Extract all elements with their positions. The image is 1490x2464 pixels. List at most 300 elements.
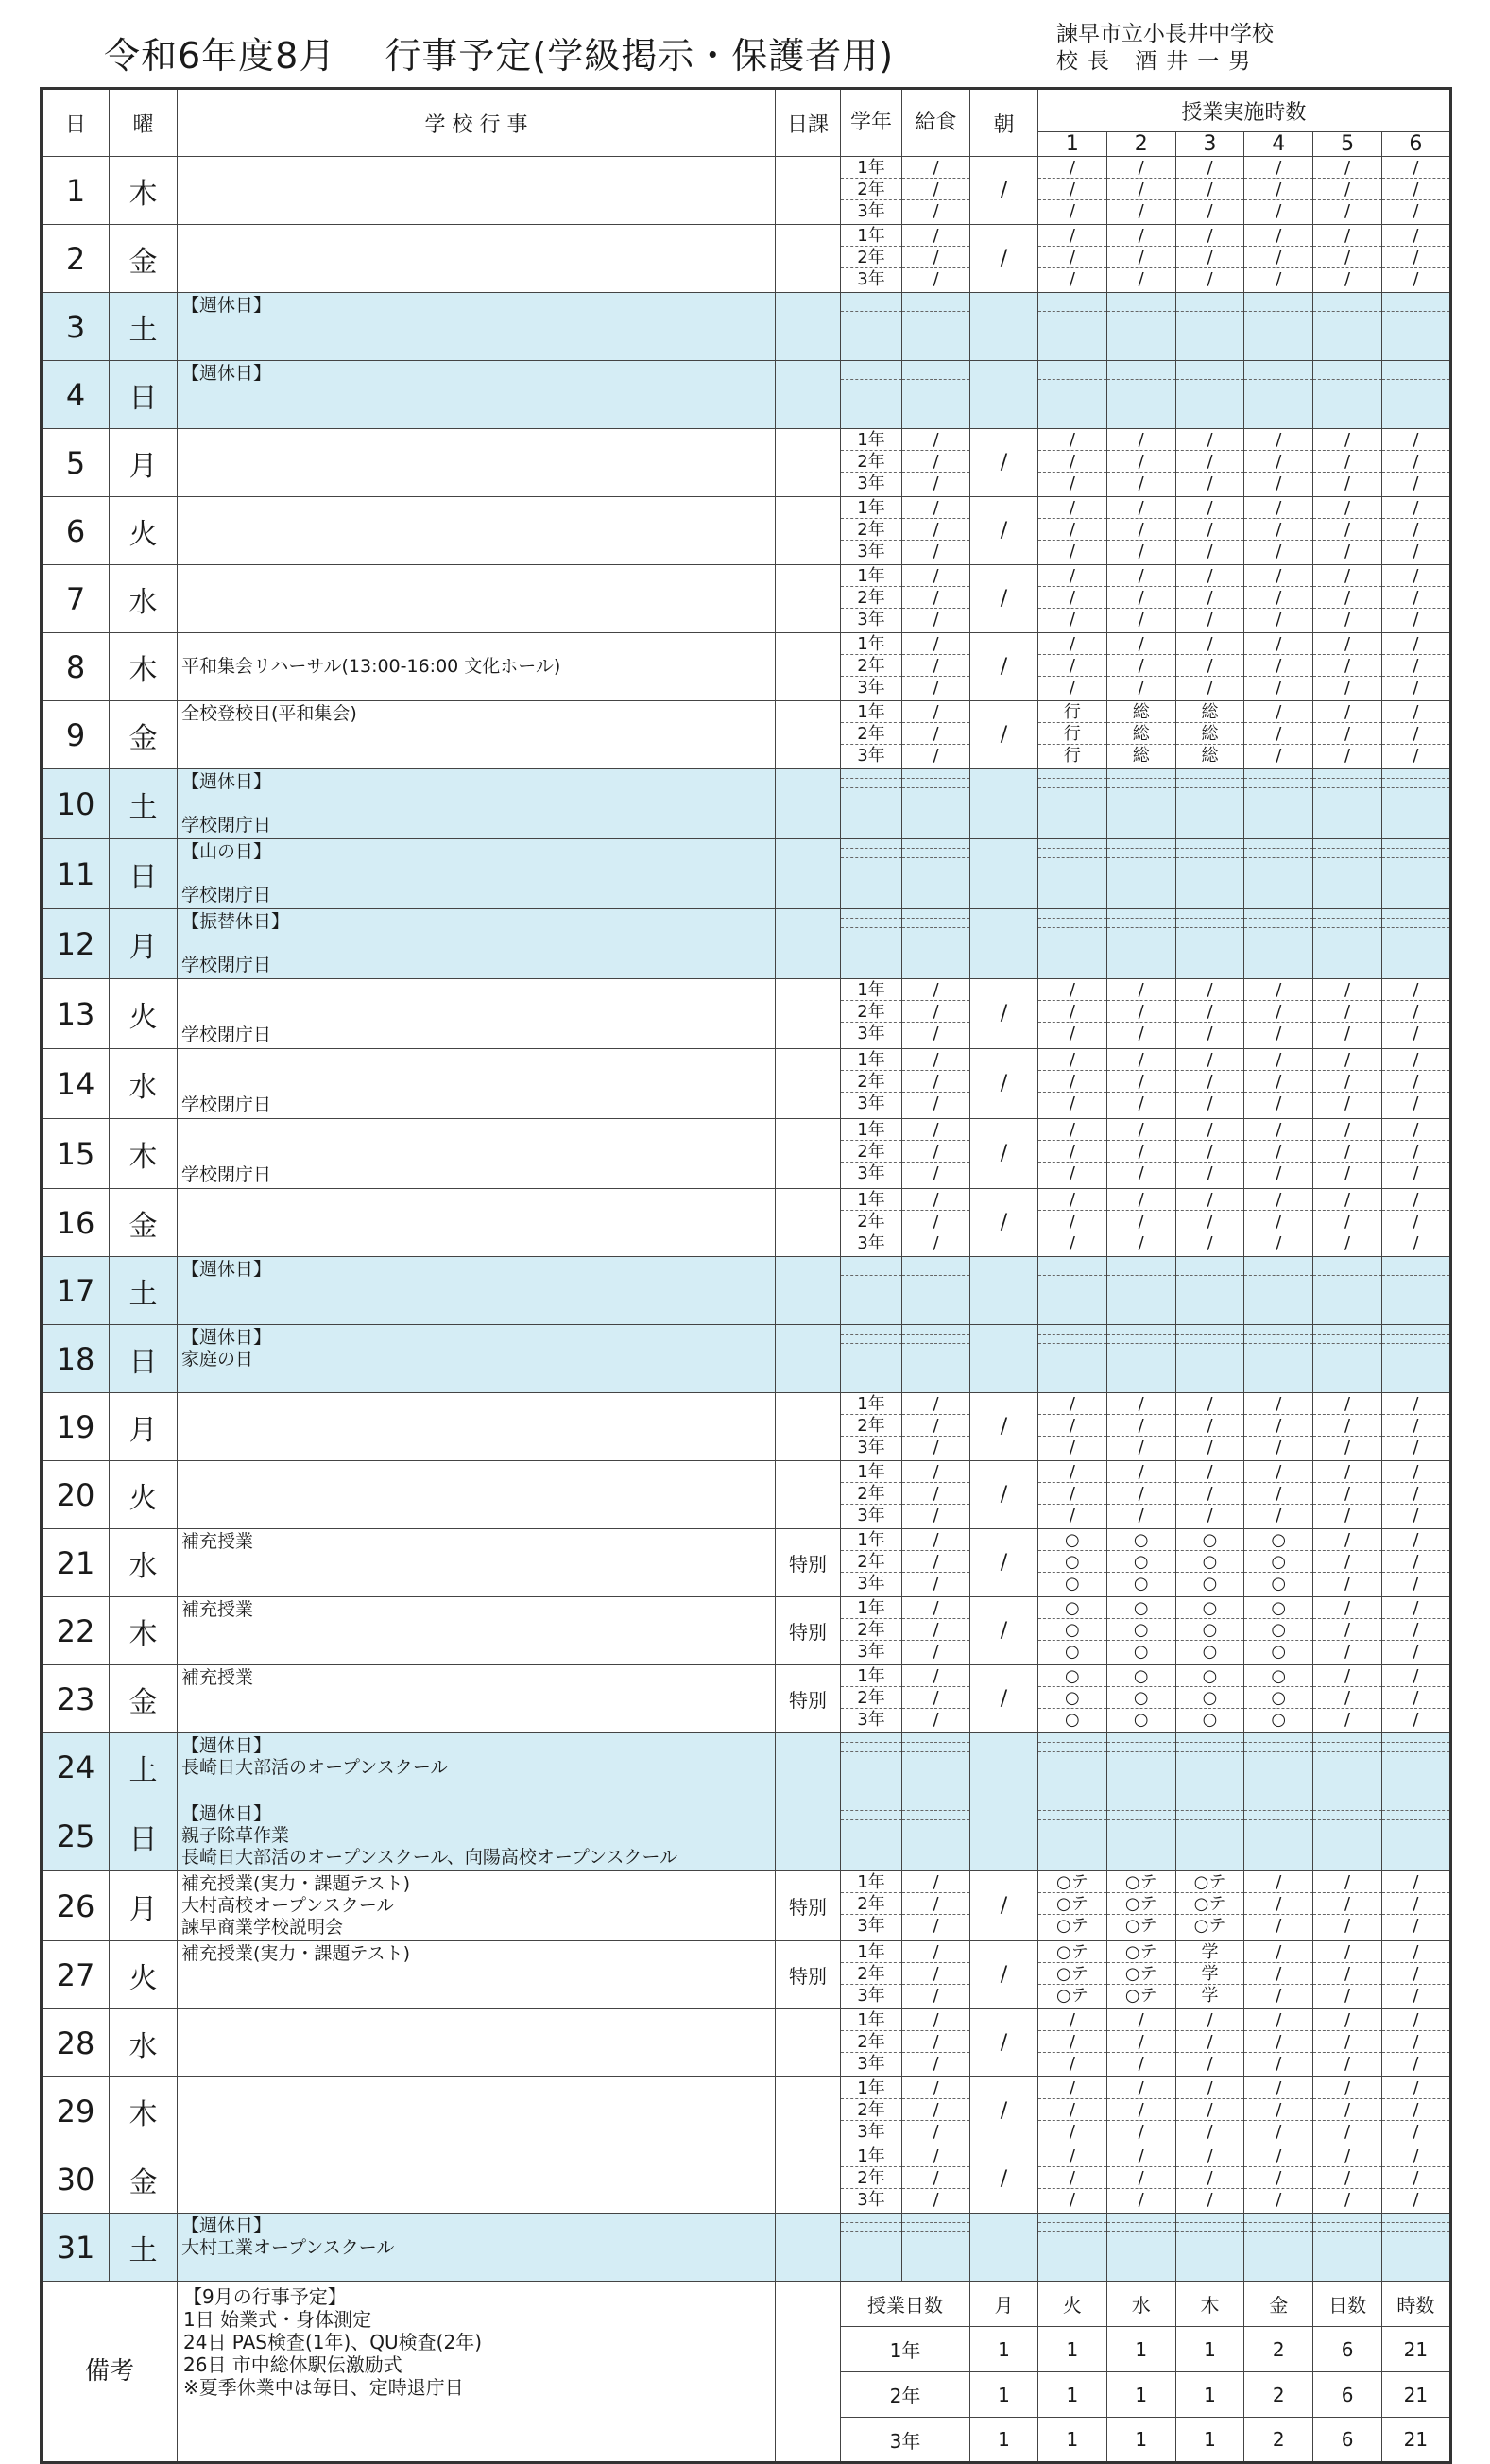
meal-mark: / [902,247,969,268]
period-mark: / [1107,1001,1175,1023]
period-mark: / [1038,587,1106,609]
day-number: 23 [42,1665,110,1733]
period-cell [1106,497,1175,565]
event-cell [178,1801,776,1871]
event-line: 【週休日】 [181,1259,272,1280]
period-cell [1038,909,1107,979]
period-cell [1313,1393,1382,1461]
weekday: 木 [110,1119,178,1189]
event-line: 家庭の日 [181,1349,254,1370]
meal-cell [902,157,970,225]
meal-cell [902,2009,970,2077]
period-mark [1244,1257,1312,1266]
period-cell [1175,1871,1244,1941]
period-mark: ○テ [1038,1963,1106,1985]
period-mark [1382,2232,1449,2242]
period-mark [1244,858,1312,868]
period-cell [1381,769,1450,839]
period-mark [1038,1276,1106,1285]
period-mark: / [1107,429,1175,451]
event-cell [178,2009,776,2077]
grade-label [841,1325,901,1335]
weekday: 火 [110,1941,178,2009]
period-mark: / [1313,1619,1381,1641]
meal-cell [902,769,970,839]
period-cell [1106,1461,1175,1529]
period-mark: 行 [1063,746,1081,766]
period-mark: / [1344,2054,1351,2074]
period-mark [1382,1335,1449,1344]
period-mark: / [1038,979,1106,1001]
period-mark: / [1382,225,1449,247]
period-mark [1313,1344,1381,1353]
event-cell [178,293,776,361]
period-mark: / [1382,701,1449,723]
weekday: 日 [110,839,178,909]
period-mark: / [1313,1119,1381,1141]
period-cell [1106,1189,1175,1257]
period-mark: ○ [1202,1710,1218,1730]
nikka-cell: 特別 [776,1597,841,1665]
grade-label: 3年 [857,1986,885,2006]
grade-cell [841,1393,902,1461]
weekday: 土 [110,2214,178,2282]
period-mark: / [1244,1001,1312,1023]
period-mark: / [1382,2009,1449,2031]
summary-cell: 1 [1106,2372,1175,2418]
meal-mark: / [902,157,969,179]
grade-label: 3年 [857,1024,885,1043]
grade-label: 3年 [857,2054,885,2074]
period-cell [1106,633,1175,701]
day-row [42,225,1451,293]
period-mark: / [1313,1597,1381,1619]
period-mark: / [1244,2145,1312,2167]
nikka-cell [776,1189,841,1257]
weekday: 日 [110,1325,178,1393]
header-events: 学 校 行 事 [178,89,776,157]
period-mark: / [1244,1415,1312,1437]
period-mark: / [1138,542,1144,561]
period-mark [1382,293,1449,302]
period-mark [1176,1344,1244,1353]
period-mark [1038,1325,1106,1335]
day-number: 10 [42,769,110,839]
summary-cell: 1 [970,2327,1038,2372]
period-mark: / [1138,1024,1144,1043]
grade-label: 1年 [841,1529,901,1551]
period-mark: ○ [1133,1642,1149,1662]
morning-cell: / [970,701,1038,769]
period-mark [1382,928,1449,938]
period-mark: / [1038,2099,1106,2121]
meal-mark: / [933,269,939,289]
period-mark [1038,1743,1106,1752]
grade-label: 1年 [841,497,901,519]
day-row [42,633,1451,701]
day-row [42,2077,1451,2145]
grade-cell [841,1597,902,1665]
grade-label: 1年 [841,979,901,1001]
summary-header-tue: 火 [1038,2282,1107,2327]
grade-label [841,370,901,380]
period-mark: / [1176,157,1244,179]
period-cell [1244,839,1313,909]
grade-cell [841,429,902,497]
period-mark [1038,302,1106,312]
period-mark [1176,1743,1244,1752]
footer-notes [178,2282,776,2463]
summary-cell: 6 [1313,2327,1382,2372]
period-mark: / [1276,1986,1282,2006]
period-mark [1382,370,1449,380]
meal-mark: / [933,1506,939,1525]
period-mark: / [1138,201,1144,221]
period-mark: / [1382,1415,1449,1437]
page-title: 令和6年度8月 行事予定(学級掲示・保護者用) [104,35,895,77]
summary-cell: 2 [1244,2418,1313,2463]
period-mark: / [1069,1506,1075,1525]
day-row [42,497,1451,565]
event-line [181,793,771,815]
period-mark: / [1344,1710,1351,1730]
period-mark: / [1176,247,1244,268]
period-mark: / [1382,2099,1449,2121]
day-row [42,1049,1451,1119]
event-line: 学校閉庁日 [181,1164,272,1185]
period-mark: ○ [1065,1710,1080,1730]
day-number: 14 [42,1049,110,1119]
period-mark: / [1313,247,1381,268]
period-mark [1382,858,1449,868]
period-mark: / [1382,1551,1449,1573]
period-mark: ○テ [1107,1941,1175,1963]
event-line: 学校閉庁日 [181,955,272,975]
meal-mark: / [902,633,969,655]
event-line: 学校閉庁日 [181,885,272,905]
period-mark: / [1138,1438,1144,1457]
period-mark: / [1276,1094,1282,1113]
period-cell [1313,633,1382,701]
meal-mark [902,293,969,302]
meal-mark: / [933,201,939,221]
grade-cell [841,1325,902,1393]
period-mark: / [1107,1141,1175,1163]
grade-label: 1年 [841,565,901,587]
nikka-cell [776,1325,841,1393]
period-mark: 学 [1201,1986,1219,2006]
grade-label: 2年 [841,655,901,677]
meal-mark [902,312,969,321]
day-row [42,2009,1451,2077]
period-mark [1176,1752,1244,1762]
period-mark: / [1382,979,1449,1001]
meal-cell [902,2214,970,2282]
day-number: 7 [42,565,110,633]
grade-label [841,849,901,858]
period-mark [1107,302,1175,312]
period-cell [1106,293,1175,361]
grade-label [841,858,901,868]
period-mark: / [1176,587,1244,609]
period-mark: / [1382,429,1449,451]
period-mark: / [1244,565,1312,587]
period-mark [1107,1733,1175,1743]
period-mark: / [1069,1163,1075,1183]
period-mark: / [1107,1393,1175,1415]
period-mark [1176,788,1244,798]
period-mark [1107,858,1175,868]
period-mark [1176,909,1244,919]
period-cell [1106,1529,1175,1597]
period-cell [1381,1529,1450,1597]
period-mark: / [1207,1506,1213,1525]
period-cell [1038,1529,1107,1597]
meal-cell [902,633,970,701]
period-mark: ○ [1107,1665,1175,1687]
period-mark: / [1138,2122,1144,2142]
period-mark [1038,361,1106,370]
period-mark: / [1313,157,1381,179]
grade-label [841,1743,901,1752]
period-mark [1038,788,1106,798]
period-cell [1381,1871,1450,1941]
period-mark [1382,1257,1449,1266]
period-mark: / [1382,1141,1449,1163]
period-mark: / [1244,2099,1312,2121]
nikka-cell [776,979,841,1049]
period-mark [1107,928,1175,938]
period-mark [1038,1344,1106,1353]
period-cell [1313,979,1382,1049]
period-mark: / [1138,1506,1144,1525]
period-mark: / [1313,1963,1381,1985]
period-cell [1106,1119,1175,1189]
period-mark: / [1276,678,1282,698]
period-mark: / [1382,1393,1449,1415]
period-cell [1381,429,1450,497]
grade-label: 1年 [841,1049,901,1071]
period-mark: / [1382,587,1449,609]
period-mark [1038,1266,1106,1276]
period-mark: / [1207,542,1213,561]
period-mark: ○ [1133,1710,1149,1730]
period-mark: ○テ [1056,1986,1088,2006]
period-mark: / [1313,1415,1381,1437]
period-mark: / [1413,1233,1419,1253]
summary-cell: 1 [1038,2327,1107,2372]
event-line: 学校閉庁日 [181,1094,272,1115]
period-cell [1313,1529,1382,1597]
day-row [42,1461,1451,1529]
grade-label: 3年 [857,1094,885,1113]
event-line: 親子除草作業 [181,1825,290,1846]
grade-label [841,302,901,312]
weekday: 日 [110,1801,178,1871]
period-mark [1176,928,1244,938]
period-mark: ○ [1176,1687,1244,1709]
period-mark: / [1244,701,1312,723]
period-mark [1244,919,1312,928]
meal-mark: / [902,565,969,587]
period-mark [1244,849,1312,858]
day-number: 21 [42,1529,110,1597]
meal-mark [902,370,969,380]
day-number: 24 [42,1733,110,1801]
period-mark: / [1038,247,1106,268]
event-line [181,1073,771,1094]
period-cell [1106,565,1175,633]
period-mark [1313,779,1381,788]
meal-mark: / [902,497,969,519]
grade-label: 2年 [841,723,901,745]
weekday: 土 [110,769,178,839]
weekday: 木 [110,633,178,701]
period-cell [1313,293,1382,361]
day-number: 26 [42,1871,110,1941]
period-mark [1176,1733,1244,1743]
period-mark: / [1138,1163,1144,1183]
period-cell [1175,1461,1244,1529]
period-mark: / [1038,519,1106,541]
period-mark [1313,1733,1381,1743]
summary-cell: 1 [970,2372,1038,2418]
period-cell [1244,1119,1313,1189]
period-cell [1313,1461,1382,1529]
period-mark: ○ [1176,1619,1244,1641]
period-mark: / [1382,1001,1449,1023]
event-line: 【週休日】 [181,1327,272,1348]
period-mark [1382,302,1449,312]
period-cell [1244,909,1313,979]
period-mark: / [1176,1119,1244,1141]
nikka-cell [776,1461,841,1529]
grade-cell [841,1871,902,1941]
meal-mark: / [902,1071,969,1093]
meal-mark [902,302,969,312]
period-cell [1313,429,1382,497]
grade-cell [841,633,902,701]
day-row [42,1119,1451,1189]
summary-header-hours: 時数 [1381,2282,1450,2327]
period-mark [1382,1743,1449,1752]
nikka-cell [776,497,841,565]
weekday: 金 [110,1665,178,1733]
period-mark [1244,839,1312,849]
event-cell [178,1325,776,1393]
event-line [181,1143,771,1164]
period-cell [1175,2145,1244,2214]
period-mark: / [1138,610,1144,629]
period-mark [1382,1344,1449,1353]
period-mark [1313,370,1381,380]
period-mark: / [1038,1119,1106,1141]
period-mark [1244,1801,1312,1811]
period-cell [1106,2077,1175,2145]
period-mark [1244,370,1312,380]
event-line: 【振替休日】 [181,911,290,932]
summary-cell: 1 [970,2418,1038,2463]
grade-cell [841,2009,902,2077]
day-number: 15 [42,1119,110,1189]
meal-mark [902,2223,969,2232]
period-cell [1038,1393,1107,1461]
day-number: 27 [42,1941,110,2009]
period-mark: ○テ [1124,1916,1157,1936]
period-cell [1381,1119,1450,1189]
period-mark [1244,1743,1312,1752]
day-number: 16 [42,1189,110,1257]
period-mark: / [1382,1071,1449,1093]
period-mark: / [1207,269,1213,289]
period-cell [1244,701,1313,769]
event-line: 大村工業オープンスクール [181,2237,395,2258]
summary-cell: 1 [1175,2418,1244,2463]
period-mark: ○ [1065,1574,1080,1594]
period-mark: / [1038,2031,1106,2053]
period-mark: / [1207,2190,1213,2210]
period-cell [1175,565,1244,633]
period-mark: / [1313,1001,1381,1023]
period-cell [1175,1801,1244,1871]
meal-mark: / [902,1963,969,1985]
period-mark: / [1382,157,1449,179]
period-mark [1038,928,1106,938]
period-mark [1244,293,1312,302]
meal-mark [902,849,969,858]
event-line: 【山の日】 [181,841,272,862]
period-cell [1244,361,1313,429]
period-mark: / [1413,1710,1419,1730]
grade-label: 2年 [841,1071,901,1093]
day-number: 31 [42,2214,110,2282]
period-mark [1382,1733,1449,1743]
period-mark: / [1244,1189,1312,1211]
grade-cell [841,497,902,565]
event-line [181,1051,771,1073]
meal-mark [902,779,969,788]
period-mark: / [1038,1483,1106,1505]
grade-cell [841,701,902,769]
period-mark: / [1313,633,1381,655]
period-mark: / [1138,1094,1144,1113]
morning-cell: / [970,1871,1038,1941]
weekday: 月 [110,429,178,497]
meal-cell [902,429,970,497]
period-cell [1244,1733,1313,1801]
period-mark: / [1413,678,1419,698]
period-mark: / [1382,1665,1449,1687]
day-number: 20 [42,1461,110,1529]
grade-cell [841,1257,902,1325]
period-mark [1038,380,1106,389]
period-mark: / [1038,179,1106,200]
meal-mark: / [933,2122,939,2142]
period-cell [1106,2214,1175,2282]
period-mark [1313,788,1381,798]
meal-mark: / [902,1415,969,1437]
meal-mark [902,361,969,370]
meal-mark: / [933,1024,939,1043]
period-mark: / [1382,1941,1449,1963]
period-mark [1382,919,1449,928]
period-mark: / [1107,519,1175,541]
period-mark [1176,858,1244,868]
period-mark: / [1069,474,1075,493]
period-mark: / [1276,201,1282,221]
grade-label [841,293,901,302]
footer-note: 24日 PAS検査(1年)、QU検査(2年) [183,2331,483,2353]
